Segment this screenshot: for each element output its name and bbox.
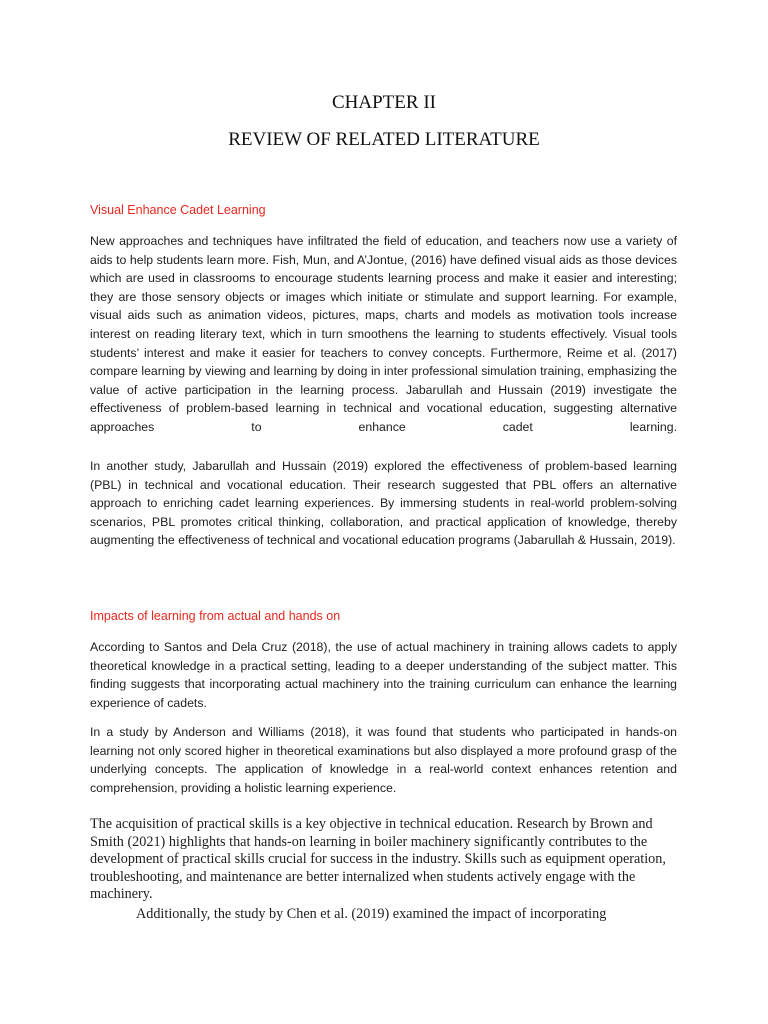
paragraph-pbl: In another study, Jabarullah and Hussain (2019) explored the effectiveness of problem-based learning (PBL) in technical and vocational education. Their research suggested that PBL offers an alternative approach to enriching cadet learning experiences. By immersing students in real-world problem-solving scenarios, PBL promotes critical thinking, collaboration, and practical application of knowledge, thereby augmenting the effectiveness of technical and vocational education programs (Jabarullah & Hussain, 2019). [90,459,677,548]
paragraph-hands-on-study: In a study by Anderson and Williams (2018), it was found that students who participated in hands-on learning not only scored higher in theoretical examinations but also displayed a more profound grasp of the underlying concepts. The application of knowledge in a real-world context enhances retention and comprehension, providing a holistic learning experience. [90,725,677,795]
chapter-number: CHAPTER II [332,92,436,113]
paragraph-chen-study: Additionally, the study by Chen et al. (2019) examined the impact of incorporating [136,906,607,922]
paragraph-actual-machinery: According to Santos and Dela Cruz (2018), the use of actual machinery in training allows cadets to apply theoretical knowledge in a practical setting, leading to a deeper understanding of the subject matter. This finding suggests that incorporating actual machinery into the training curriculum can enhance the learning experience of cadets. [90,640,677,710]
paragraph-visual-aids: New approaches and techniques have infiltrated the field of education, and teachers now use a variety of aids to help students learn more. Fish, Mun, and A’Jontue, (2016) have defined visual aids as those devices which are used in classrooms to encourage students learning process and make it easier and interesting; they are those sensory objects or images which initiate or stimulate and support learning. For example, visual aids such as animation videos, pictures, maps, charts and models as motivation tools increase interest on reading literary text, which in turn smoothens the learning to students effectively. Visual tools students’ interest and make it easier for teachers to convey concepts. Furthermore, Reime et al. (2017) compare learning by viewing and learning by doing in inter professional simulation training, emphasizing the value of active participation in the learning process. Jabarullah and Hussain (2019) investigate the effectiveness of problem-based learning in technical and vocational education, suggesting alternative approaches to enhance cadet learning. [90,234,677,434]
section-heading-hands-on: Impacts of learning from actual and hands on [90,609,341,623]
chapter-title: REVIEW OF RELATED LITERATURE [228,129,540,150]
paragraph-practical-skills: The acquisition of practical skills is a key objective in technical education. Research by Brown and Smith (2021) highlights that hands-on learning in boiler machinery significantly contributes to the development of practical skills crucial for success in the industry. Skills such as equipment operation, troubleshooting, and maintenance are better internalized when students actively engage with the machinery. [90,816,666,903]
section-heading-visual-learning: Visual Enhance Cadet Learning [90,203,266,217]
